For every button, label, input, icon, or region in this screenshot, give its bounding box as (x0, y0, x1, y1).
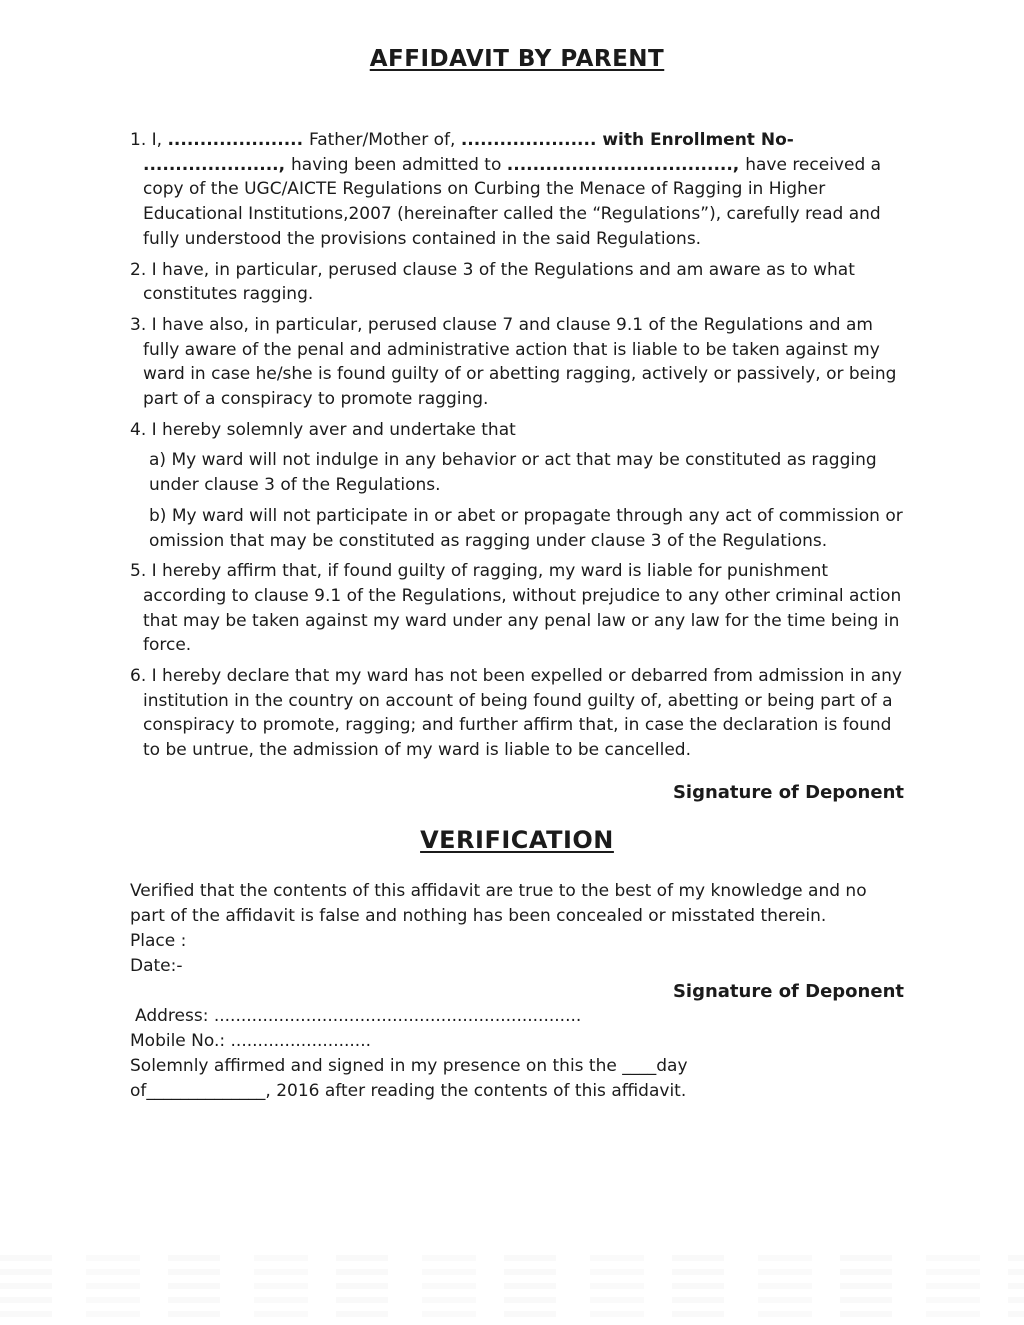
faint-footer-watermark (0, 1247, 1024, 1317)
document-title: AFFIDAVIT BY PARENT (369, 46, 665, 72)
verification-body: Verified that the contents of this affidavit are true to the best of my knowledge and no part of the affidavit is false and nothing has been concealed or misstated therein. (130, 880, 867, 926)
verification-title: VERIFICATION (420, 825, 614, 854)
clause-2: 2. I have, in particular, perused clause 3 of the Regulations and am aware as to what constitutes ragging. (130, 259, 855, 305)
clause-4b: b) My ward will not participate in or abet or propagate through any act of commission or omission that may be constituted as ragging under clause 3 of the Regulations. (149, 505, 903, 551)
clause-1 (130, 128, 904, 252)
place-label: Place : (130, 930, 187, 951)
blank-dots: ..................... (167, 130, 309, 150)
clause-5: 5. I hereby affirm that, if found guilty of ragging, my ward is liable for punishment according to clause 9.1 of the Regulations, without prejudice to any other criminal action that may be taken against my ward under any penal law or any law for the time being in force. (130, 561, 902, 656)
blank-dots: ..................................., (506, 154, 746, 175)
signature-of-deponent-2: Signature of Deponent (672, 980, 904, 1002)
clause-6: 6. I hereby declare that my ward has not been expelled or debarred from admission in any institution in the country on account of being found guilty of, abetting or being part of a conspiracy to promote, ragging; and further affirm that, in case the declaration is found to be untrue, the admission of my ward is liable to be cancelled. (130, 666, 902, 761)
text-segment: Father/Mother of, (309, 130, 461, 150)
text-segment: 1. I, (130, 130, 168, 150)
text-segment: have received a copy of the UGC/AICTE Regulations on Curbing the Menace of Ragging in Higher Educational Institutions,2007 (hereinafter called the “Regulations”), carefully read and fully understood the provisions contained in the said Regulations. (143, 154, 882, 249)
solemnly-affirmed-line-1: Solemnly affirmed and signed in my presence on this the ____day (130, 1055, 688, 1076)
solemnly-affirmed-line-2: of______________, 2016 after reading the contents of this affidavit. (130, 1080, 687, 1101)
clause-4: 4. I hereby solemnly aver and undertake that (130, 419, 516, 440)
signature-of-deponent-1: Signature of Deponent (672, 781, 904, 803)
blank-dots-enrollment: ..................... with Enrollment No- (460, 130, 794, 150)
address-line: Address: .................................................................... (135, 1005, 582, 1026)
text-segment: having been admitted to (291, 154, 507, 175)
blank-dots: ....................., (143, 154, 291, 175)
clause-3: 3. I have also, in particular, perused clause 7 and clause 9.1 of the Regulations and am fully aware of the penal and administrative action that is liable to be taken against my ward in case he/she is found guilty of or abetting ragging, actively or passively, or being part of a conspiracy to promote ragging. (130, 314, 897, 410)
date-label: Date:- (130, 955, 183, 976)
mobile-line: Mobile No.: .......................... (130, 1030, 372, 1051)
clause-4a: a) My ward will not indulge in any behavior or act that may be constituted as ragging under clause 3 of the Regulations. (149, 450, 877, 496)
